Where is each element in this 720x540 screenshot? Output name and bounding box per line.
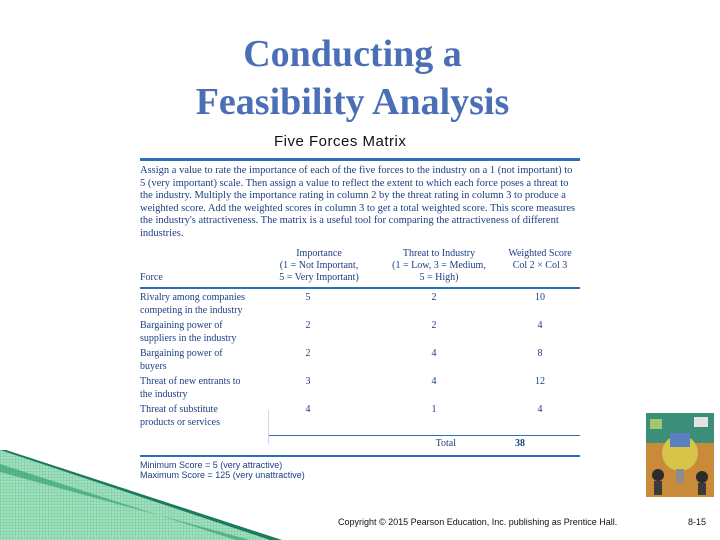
threat-cell: 4 — [431, 376, 437, 387]
min-score-note: Minimum Score = 5 (very attractive) — [140, 460, 283, 470]
header-importance-line-3: 5 = Very Important) — [279, 272, 359, 283]
header-importance-line-2: (1 = Not Important, — [279, 260, 359, 271]
column-divider — [268, 410, 269, 444]
force-cell: Bargaining power of suppliers in the industry — [140, 320, 237, 344]
score-cell: 8 — [537, 348, 543, 359]
page-number: 8-15 — [688, 517, 707, 527]
importance-cell: 4 — [305, 404, 311, 415]
header-threat — [378, 248, 500, 284]
table-row — [140, 376, 580, 401]
max-score-note: Maximum Score = 125 (very unattractive) — [140, 470, 305, 480]
table-row — [140, 348, 580, 373]
header-force: Force — [140, 272, 163, 283]
decorative-art-image — [646, 413, 714, 497]
total-rule — [268, 435, 580, 436]
force-cell: Bargaining power of buyers — [140, 348, 223, 372]
force-cell: Threat of substitute products or services — [140, 404, 220, 428]
importance-cell: 5 — [305, 292, 311, 303]
threat-cell: 4 — [431, 348, 437, 359]
header-weighted-line-2: Col 2 × Col 3 — [512, 260, 568, 271]
table-row — [140, 404, 580, 429]
score-cell: 12 — [535, 376, 545, 387]
table-top-rule — [140, 158, 580, 161]
total-label: Total — [435, 438, 456, 449]
header-importance-line-1: Importance — [296, 248, 342, 259]
table-row — [140, 320, 580, 345]
five-forces-table — [140, 158, 580, 480]
header-threat-line-2: (1 = Low, 3 = Medium, — [392, 260, 486, 271]
threat-cell: 2 — [431, 292, 437, 303]
total-row — [140, 438, 580, 449]
force-cell: Threat of new entrants to the industry — [140, 376, 241, 400]
table-header — [140, 248, 580, 284]
force-cell: Rivalry among companies competing in the industry — [140, 292, 245, 316]
header-threat-line-3: 5 = High) — [419, 272, 459, 283]
header-weighted — [500, 248, 580, 284]
importance-cell: 2 — [305, 348, 311, 359]
score-cell: 10 — [535, 292, 545, 303]
copyright-text: Copyright © 2015 Pearson Education, Inc. publishing as Prentice Hall. — [338, 517, 618, 527]
title-line-2: Feasibility Analysis — [195, 81, 510, 123]
table-row — [140, 292, 580, 317]
importance-cell: 2 — [305, 320, 311, 331]
importance-cell: 3 — [305, 376, 311, 387]
slide-title — [0, 30, 705, 126]
green-swoosh-decoration — [0, 450, 300, 540]
score-cell: 4 — [537, 404, 543, 415]
title-line-1: Conducting a — [243, 33, 462, 75]
header-threat-line-1: Threat to Industry — [402, 248, 476, 259]
total-value: 38 — [515, 438, 525, 449]
threat-cell: 1 — [431, 404, 437, 415]
header-importance — [260, 248, 378, 284]
score-cell: 4 — [537, 320, 543, 331]
table-header-rule — [140, 287, 580, 289]
slide-subtitle: Five Forces Matrix — [274, 133, 407, 150]
header-weighted-line-1: Weighted Score — [508, 248, 572, 259]
threat-cell: 2 — [431, 320, 437, 331]
table-intro: Assign a value to rate the importance of each of the five forces to the industry on a 1 (not important) to 5 (very important) scale. Then assign a value to reflect the extent to which each force poses a threat to the industry. Multiply the importance rating in column 2 by the threat rating in column 3 to produce a weighted score. Add the weighted scores in column 3 to get a total weighted score. This score measures the industry's attractiveness. The matrix is a useful tool for comparing the attractiveness of different industries. — [140, 165, 576, 239]
